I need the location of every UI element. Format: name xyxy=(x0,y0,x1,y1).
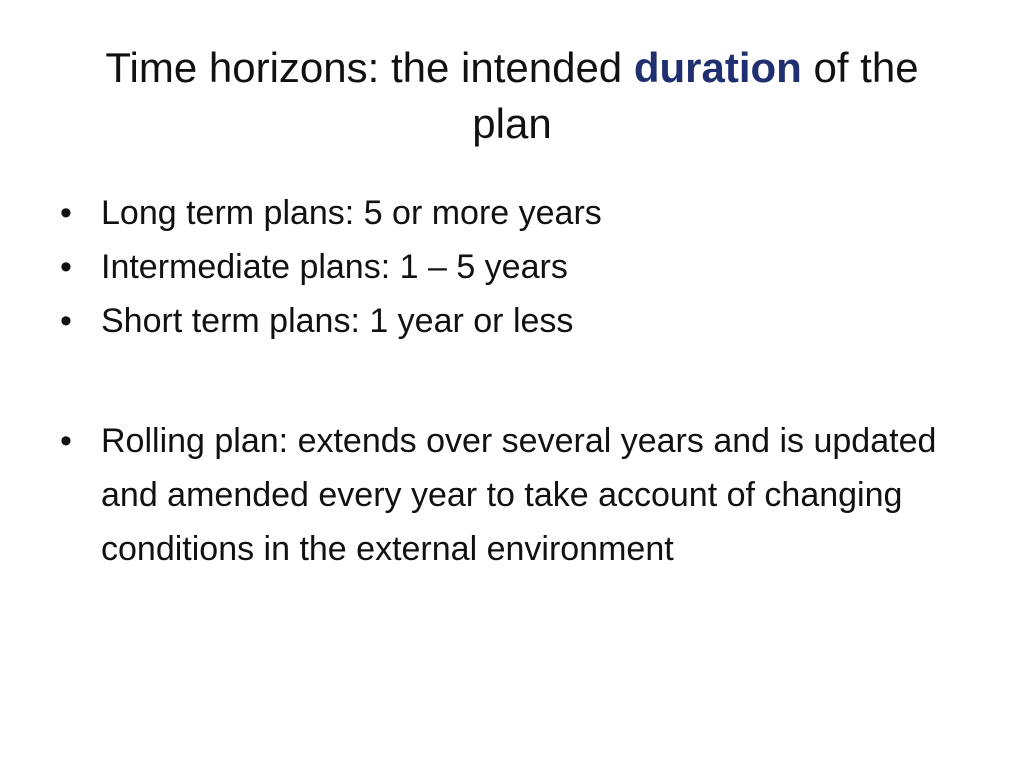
bullet-list xyxy=(60,186,980,576)
title-text-after: of the plan xyxy=(472,44,919,147)
title-text-before: Time horizons: the intended xyxy=(105,44,634,91)
bullet-icon: • xyxy=(60,194,72,232)
bullet-item-short-term xyxy=(60,294,980,348)
slide-title xyxy=(60,40,964,152)
bullet-icon: • xyxy=(60,302,72,340)
bullet-icon: • xyxy=(60,248,72,286)
bullet-text: Long term plans: 5 or more years xyxy=(101,194,602,232)
bullet-item-rolling-plan xyxy=(60,414,980,576)
bullet-item-long-term xyxy=(60,186,980,240)
title-emphasis-duration: duration xyxy=(633,44,802,91)
bullet-text: Short term plans: 1 year or less xyxy=(101,302,574,340)
bullet-text: Rolling plan: extends over several years and is updated and amended every year to take account of changing conditions in the external environment xyxy=(101,422,937,568)
bullet-item-intermediate xyxy=(60,240,980,294)
bullet-icon: • xyxy=(60,422,72,460)
bullet-text: Intermediate plans: 1 – 5 years xyxy=(101,248,568,286)
